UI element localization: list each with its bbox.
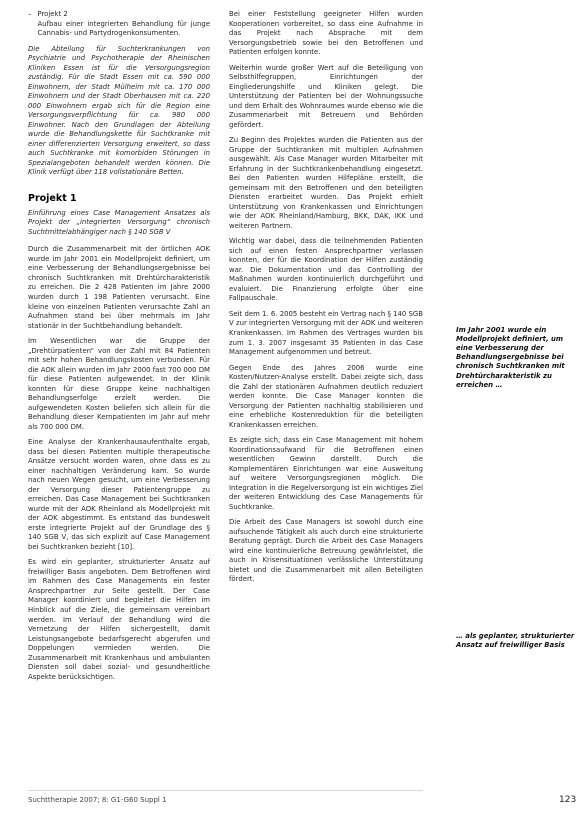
margin-note: Im Jahr 2001 wurde ein Modellprojekt definiert, um eine Verbesserung der Behandlungsergebnisse bei chronisch Suchtkranken mit Drehtürcharakteristik zu erreichen …	[456, 326, 565, 389]
paragraph: Durch die Zusammenarbeit mit der örtlichen AOK wurde im Jahr 2001 ein Modellprojekt definiert, um eine Verbesserung der Behandlungsergebnisse bei chronisch Suchtkranken mit Drehtürcharakteristik zu erreichen. Die 2 428 Patienten im Jahre 2000 wurden durch 1 198 Patienten verursacht. Eine kleine von einzelnen Patienten verursachte Zahl an Aufnahmen stand bei über mehrmals im Jahr stationär in der Suchtbehandlung behandelt.	[28, 245, 210, 330]
paragraph: Wichtig war dabei, dass die teilnehmenden Patienten sich auf einen festen Ansprechpartner verlassen konnten, der für die Koordination der Hilfen zuständig war. Die Dokumentation und das Controlling der Maßnahmen wurden kontinuierlich durchgeführt und evaluiert. Die Finanzierung erfolgte über eine Fallpauschale.	[229, 237, 423, 303]
bullet-text: Aufbau einer integrierten Behandlung für junge Cannabis- und Partydrogenkonsumenten.	[37, 19, 210, 38]
paragraph: Weiterhin wurde großer Wert auf die Beteiligung von Selbsthilfegruppen, Einrichtungen der Eingliederungshilfe und Kliniken gelegt. Die Unterstützung der Patienten bei der Wohnungssuche und dem Erhalt des Wohnraumes wurde ebenso wie die Zusammenarbeit mit Betreuern und Behörden gefördert.	[229, 63, 423, 129]
page-number: 123	[559, 795, 577, 805]
footer-journal: Suchttherapie 2007; 8: G1-G60 Suppl 1	[28, 796, 167, 804]
paragraph: Die Abteilung für Suchterkrankungen von Psychiatrie und Psychotherapie der Rheinischen Kliniken Essen ist für die Versorgungsregion zuständig. Für die Stadt Essen mit ca. 590 000 Einwohnern, der Stadt Mülheim mit ca. 170 000 Einwohnern und der Stadt Oberhausen mit ca. 220 000 Einwohnern ergab sich für die Region eine Versorgungsverpflichtung für ca. 980 000 Einwohner. Nach den Grundlagen der Abteilung wurde die Behandlungskette für Suchtkranke mit einer differenzierten Versorgung erweitert, so dass auch Suchtkranke mit komorbiden Störungen in Spezialangeboten behandelt werden können. Die Klinik verfügt über 118 vollstationäre Betten.	[28, 44, 210, 177]
paragraph: Bei einer Feststellung geeigneter Hilfen wurden Kooperationen vorbereitet, so dass eine Aufnahme in das Projekt nach Absprache mit dem Versorgungsbetrieb sowie bei den Betroffenen und Patienten erfolgen konnte.	[229, 10, 423, 57]
paragraph: Eine Analyse der Krankenhausaufenthalte ergab, dass bei diesen Patienten multiple therapeutische Ansätze versucht worden waren, ohne dass es zu einer nachhaltigen Veränderung kam. So wurde nach neuen Wegen gesucht, um eine Verbesserung der Versorgung dieser Patientengruppe zu erreichen. Das Case Management bei Suchtkranken wurde mit der AOK Rheinland als Modellprojekt mit der AOK abgestimmt. Es entstand das bundesweit erste integrierte Projekt auf der Grundlage des § 140 SGB V, das sich explizit auf Case Management bei Suchtkranken bezieht [10].	[28, 438, 210, 551]
footer-divider	[28, 790, 423, 791]
left-column	[28, 10, 210, 688]
bullet-item	[28, 10, 210, 39]
bullet-content	[37, 10, 210, 39]
paragraph: Die Arbeit des Case Managers ist sowohl durch eine aufsuchende Tätigkeit als auch durch eine strukturierte Beratung geprägt. Durch die Arbeit des Case Managers wird eine kontinuierliche Betreuung gewährleistet, die auch in Krisensituationen verlässliche Unterstützung bietet und die Zusammenarbeit mit allen Beteiligten fördert.	[229, 518, 423, 584]
section-heading: Projekt 1	[28, 192, 77, 204]
paragraph: Zu Beginn des Projektes wurden die Patienten aus der Gruppe der Suchtkranken mit multiplen Aufnahmen ausgewählt. Als Case Manager wurden Mitarbeiter mit Erfahrung in der Suchtkrankenbehandlung eingesetzt. Bei den Patienten wurden Hilfepläne erstellt, die gemeinsam mit den Betroffenen und den beteiligten Diensten erarbeitet wurden. Das Projekt erhielt Unterstützung von Krankenkassen und Einrichtungen wie der AOK Rheinland/Hamburg, BKK, DAK, IKK und weiteren Partnern.	[229, 136, 423, 230]
paragraph: Es wird ein geplanter, strukturierter Ansatz auf freiwilliger Basis angeboten. Dem Betroffenen wird im Rahmen des Case Managements ein fester Ansprechpartner zur Seite gestellt. Der Case Manager koordiniert und begleitet die Hilfen im Hinblick auf die Ziele, die gemeinsam vereinbart werden. Im Verlauf der Behandlung wird die Vernetzung der Hilfen sichergestellt, damit Leistungsangebote bedarfsgerecht abgerufen und Doppelungen vermieden werden. Die Zusammenarbeit mit Krankenhaus und ambulanten Diensten soll dabei sozial- und gesundheitliche Aspekte berücksichtigen.	[28, 558, 210, 681]
paragraph: Es zeigte sich, dass ein Case Management mit hohem Koordinationsaufwand für die Betroffenen einen wesentlichen Gewinn darstellt. Durch die Komplementären Einrichtungen war eine Ausweitung auf weitere Versorgungsregionen möglich. Die Integration in die Regelversorgung ist ein wichtiges Ziel der weiteren Entwicklung des Case Managements für Suchtkranke.	[229, 436, 423, 511]
paragraph: Gegen Ende des Jahres 2006 wurde eine Kosten/Nutzen-Analyse erstellt. Dabei zeigte sich, dass die Zahl der stationären Aufnahmen deutlich reduziert werden konnte. Die Case Manager konnten die Versorgung der Patienten nachhaltig stabilisieren und eine erhebliche Kostenreduktion für die beteiligten Krankenkassen erreichen.	[229, 363, 423, 429]
bullet-label: Projekt 2	[37, 10, 68, 18]
middle-column	[229, 10, 423, 591]
section-subtitle: Einführung eines Case Management Ansatzes als Projekt der „integrierten Versorgung“ chronisch Suchtmittelabhängiger nach § 140 SGB V	[28, 208, 210, 236]
margin-note: … als geplanter, strukturierter Ansatz auf freiwilliger Basis	[456, 632, 575, 650]
bullet-dash: –	[28, 10, 32, 18]
paragraph: Seit dem 1. 6. 2005 besteht ein Vertrag nach § 140 SGB V zur integrierten Versorgung mit der AOK und weiteren Krankenkassen. Im Rahmen des Vertrages wurden bis zum 1. 3. 2007 insgesamt 35 Patienten in das Case Management aufgenommen und betreut.	[229, 309, 423, 357]
paragraph: Im Wesentlichen war die Gruppe der „Drehtürpatienten“ von der Zahl mit 84 Patienten mit sehr hohen Behandlungskosten verbunden. Für die AOK allein wurden im Jahr 2000 fast 700 000 DM für diese Patienten aufgewendet. In der Klinik konnten für diese Gruppe keine nachhaltigen Behandlungserfolge erzielt werden. Die aufgewendeten Kosten beliefen sich allein für die Behandlung dieser Kernpatienten im Jahr auf mehr als 700 000 DM.	[28, 337, 210, 431]
